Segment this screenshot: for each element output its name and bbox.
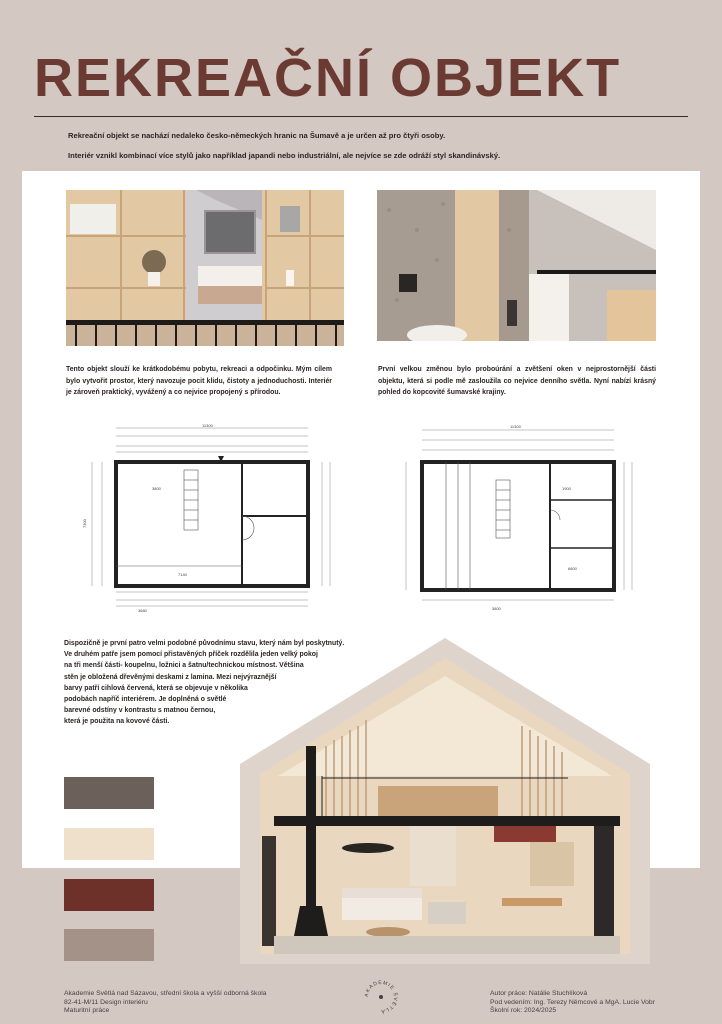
page-title: REKREAČNÍ OBJEKT: [34, 48, 622, 108]
intro-line-1: Rekreační objekt se nachází nedaleko česko-německých hranic na Šumavě a je určen až pro čtyři osoby.: [68, 131, 446, 140]
work-type: Maturitní práce: [64, 1007, 110, 1015]
text-bottom-line: na tři menší části- koupelnu, ložnici a šatnu/technickou místnost. Většina: [64, 662, 304, 670]
text-left: Tento objekt slouží ke krátkodobému pobytu, rekreaci a odpočinku. Mým cílem bylo vytvořit prostor, který navozuje pocit klidu, čistoty a jednoduchosti. Interiér je zároveň praktický, vyvážený a co nejvice propojený s přírodou.: [66, 366, 332, 397]
text-bottom-line: která je použita na kovové části.: [64, 718, 170, 726]
plan-left-dim-side: 7300: [82, 519, 87, 528]
text-bottom-line: Ve druhém patře jsem pomocí přistavěných příček rozdělila jeden velký pokoj: [64, 651, 318, 659]
text-bottom-line: Dispozičně je první patro velmi podobné původnímu stavu, který nám byl poskytnutý.: [64, 640, 345, 647]
plan-left-dim-top: 11300: [202, 423, 213, 428]
plan-left-room: 7140: [178, 572, 187, 577]
floor-plan-upper: [392, 420, 644, 616]
section-render: [238, 636, 652, 964]
text-bottom-line: podobách napříč interiérem. Je doplněná o světlé: [64, 696, 227, 704]
bedroom-photo: [66, 190, 344, 346]
plan-left-room: 3800: [152, 486, 161, 491]
supervisors: Pod vedením: Ing. Terezy Němcové a MgA. Lucie Vobr: [490, 998, 655, 1006]
footer-left: [64, 990, 267, 1016]
swatch-cream: [64, 828, 154, 860]
bathroom-photo: [377, 190, 656, 341]
title-rule: [34, 116, 688, 117]
text-bottom-line: barvy patří cihlová červená, která se objevuje v několika: [64, 684, 248, 692]
plan-right-room: 1900: [562, 486, 571, 491]
intro-line-2: Interiér vznikl kombinací více stylů jako například japandi nebo industriální, ale nejvíce se zde odráží styl skandinávský.: [68, 151, 501, 160]
stamp-text: AKADEMIE ŠVĚTLÁ: [363, 979, 399, 1015]
plan-right-dim-bottom: 3800: [492, 606, 501, 611]
text-right: První velkou změnou bylo proboúrání a zvětšení oken v nejprostornější části objektu, která si podle mě zasloužila co nejvice denního světla. Nyní nabízí krásný pohled do kopcovité šumavské krajiny.: [378, 366, 656, 397]
swatch-warm-grey: [64, 929, 154, 961]
floor-plan-ground: [82, 420, 342, 616]
school-name: Akademie Světlá nad Sázavou, střední škola a vyšší odborná škola: [64, 990, 267, 997]
text-bottom-line: barevné odstíny v kontrastu s matnou černou,: [64, 707, 216, 715]
plan-right-dim-top: 11300: [510, 424, 521, 429]
author: Autor práce: Natálie Stuchlíková: [490, 990, 588, 997]
academy-stamp: [362, 978, 400, 1016]
plan-left-dim-bottom: 3680: [138, 608, 147, 613]
text-bottom-line: stěn je obložená dřevěnými deskami z lamina. Mezi nejvýraznější: [64, 673, 277, 681]
swatch-dark-taupe: [64, 777, 154, 809]
school-year: Školní rok: 2024/2025: [490, 1007, 557, 1015]
study-program: 82-41-M/11 Design interiéru: [64, 998, 148, 1006]
plan-right-room: 6800: [568, 566, 577, 571]
footer-right: [490, 990, 655, 1016]
swatch-brick-red: [64, 879, 154, 911]
